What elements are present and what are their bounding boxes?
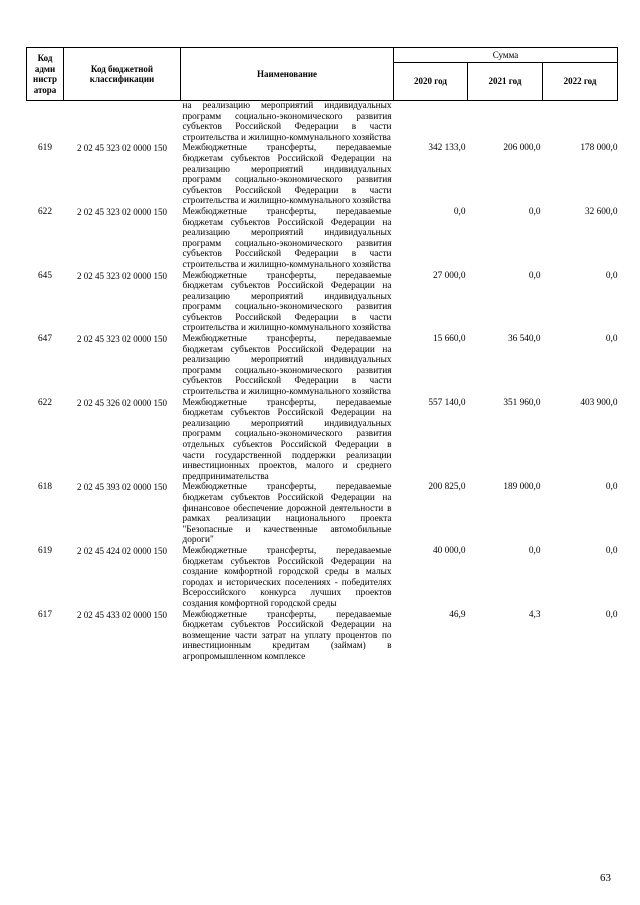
table-row [27,398,618,483]
sum-2021-cell: 4,3 [528,609,541,620]
sum-2022-cell: 0,0 [605,545,618,556]
table-row [27,546,618,610]
admin-code-cell: 617 [38,609,52,620]
admin-code-cell: 622 [38,397,52,408]
sum-2021-cell: 0,0 [528,270,541,281]
continuation-row [27,101,618,144]
table-row [27,334,618,398]
sum-2022-cell: 0,0 [605,334,618,345]
sum-2021-cell: 36 540,0 [507,334,541,345]
header-year-2022: 2022 год [543,62,618,100]
name-cell: Межбюджетные трансферты, передаваемые бюджетам субъектов Российской Федерации на возмещение части затрат на уплату процентов по инвестиционным кредитам (займам) в агропромышленном комплексе [182,609,392,662]
name-cell: Межбюджетные трансферты, передаваемые бюджетам субъектов Российской Федерации на реализацию мероприятий индивидуальных программ социально-экономического развития отдельных субъектов Российской Федерации в части государственной поддержки реализации инвестиционных проектов, малого и среднего предпринимательства [182,397,392,482]
sum-2022-cell: 0,0 [605,609,618,620]
sum-2020-cell: 15 660,0 [432,334,466,345]
continuation-text: на реализацию мероприятий индивидуальных программ социально-экономического развития субъектов Российской Федерации в части строительства и жилищно-коммунального хозяйства [182,101,392,143]
sum-2020-cell: 557 140,0 [428,397,466,408]
header-year-2020: 2020 год [394,62,468,100]
sum-2022-cell: 0,0 [605,482,618,493]
sum-2022-cell: 0,0 [605,270,618,281]
name-cell: Межбюджетные трансферты, передаваемые бюджетам субъектов Российской Федерации на создание комфортной городской среды в малых городах и исторических поселениях - победителях Всероссийского конкурса лучших проектов создания комфортной городской среды [182,545,392,609]
header-kbk: Код бюджетной классификации [64,48,181,101]
sum-2021-cell: 0,0 [528,206,541,217]
table-row [27,482,618,546]
admin-code-cell: 619 [38,545,52,556]
header-sum: Сумма [394,48,618,63]
header-admin-code: Код адми нистр атора [27,48,64,101]
sum-2020-cell: 342 133,0 [428,143,466,154]
admin-code-cell: 647 [38,334,52,345]
name-cell: Межбюджетные трансферты, передаваемые бюджетам субъектов Российской Федерации на реализацию мероприятий индивидуальных программ социально-экономического развития субъектов Российской Федерации в части строительства и жилищно-коммунального хозяйства [182,334,392,398]
table-row [27,207,618,271]
table-row [27,610,618,663]
name-cell: Межбюджетные трансферты, передаваемые бюджетам субъектов Российской Федерации на реализацию мероприятий индивидуальных программ социально-экономического развития субъектов Российской Федерации в части строительства и жилищно-коммунального хозяйства [182,270,392,334]
sum-2020-cell: 27 000,0 [432,270,466,281]
name-cell: Межбюджетные трансферты, передаваемые бюджетам субъектов Российской Федерации на реализацию мероприятий индивидуальных программ социально-экономического развития субъектов Российской Федерации в части строительства и жилищно-коммунального хозяйства [182,143,392,207]
sum-2021-cell: 0,0 [528,545,541,556]
sum-2022-cell: 32 600,0 [584,206,618,217]
kbk-cell: 2 02 45 323 02 0000 150 [77,206,167,217]
sum-2020-cell: 40 000,0 [432,545,466,556]
sum-2021-cell: 206 000,0 [503,143,541,154]
name-cell: Межбюджетные трансферты, передаваемые бюджетам субъектов Российской Федерации на реализацию мероприятий индивидуальных программ социально-экономического развития субъектов Российской Федерации в части строительства и жилищно-коммунального хозяйства [182,206,392,270]
admin-code-cell: 645 [38,270,52,281]
header-year-2021: 2021 год [468,62,543,100]
sum-2022-cell: 178 000,0 [580,143,618,154]
table-body [27,101,618,663]
admin-code-cell: 618 [38,482,52,493]
sum-2020-cell: 200 825,0 [428,482,466,493]
kbk-cell: 2 02 45 323 02 0000 150 [77,143,167,154]
page-number: 63 [600,872,611,884]
kbk-cell: 2 02 45 393 02 0000 150 [77,482,167,493]
table-row [27,271,618,335]
sum-2020-cell: 46,9 [449,609,466,620]
kbk-cell: 2 02 45 326 02 0000 150 [77,397,167,408]
budget-table [26,47,618,662]
kbk-cell: 2 02 45 424 02 0000 150 [77,545,167,556]
kbk-cell: 2 02 45 323 02 0000 150 [77,270,167,281]
sum-2020-cell: 0,0 [453,206,466,217]
kbk-cell: 2 02 45 433 02 0000 150 [77,609,167,620]
sum-2022-cell: 403 900,0 [580,397,618,408]
admin-code-cell: 622 [38,206,52,217]
name-cell: Межбюджетные трансферты, передаваемые бюджетам субъектов Российской Федерации на финансовое обеспечение дорожной деятельности в рамках реализации национального проекта "Безопасные и качественные автомобильные дороги" [182,482,392,546]
header-name: Наименование [181,48,394,101]
sum-2021-cell: 189 000,0 [503,482,541,493]
admin-code-cell: 619 [38,143,52,154]
sum-2021-cell: 351 960,0 [503,397,541,408]
table-row [27,143,618,207]
budget-table-page [26,47,617,662]
kbk-cell: 2 02 45 323 02 0000 150 [77,334,167,345]
